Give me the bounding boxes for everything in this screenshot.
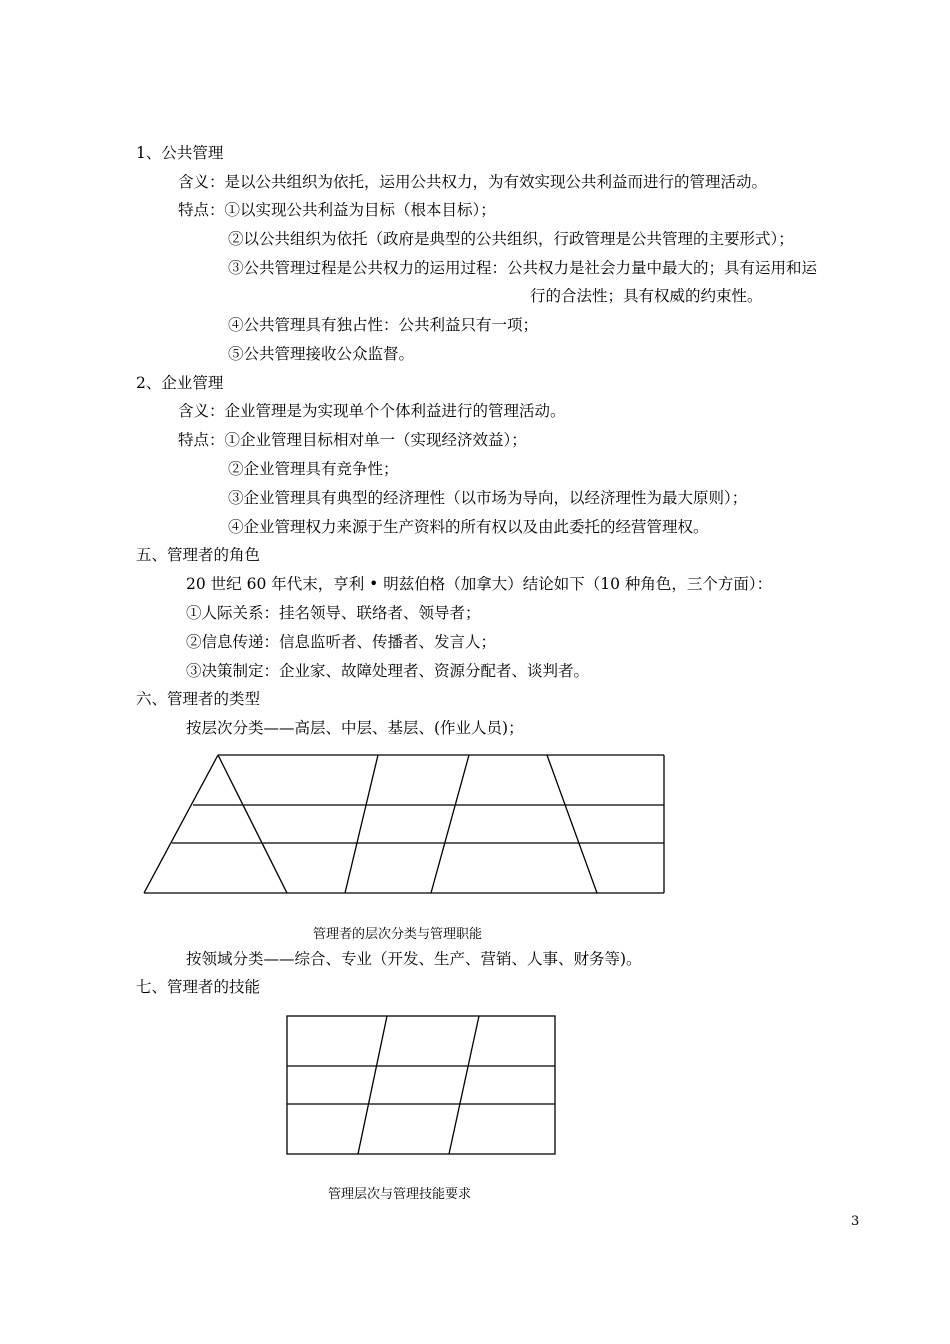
manager-role-interpersonal: ①人际关系：挂名领导、联络者、领导者； — [186, 604, 481, 622]
section-heading-manager-skills: 七、管理者的技能 — [136, 978, 261, 996]
enterprise-management-definition: 含义：企业管理是为实现单个个体利益进行的管理活动。 — [178, 402, 566, 420]
public-management-feature-1: 特点：①以实现公共利益为目标（根本目标）； — [178, 201, 496, 219]
public-management-feature-2: ②以公共组织为依托（政府是典型的公共组织，行政管理是公共管理的主要形式）； — [228, 230, 794, 248]
manager-role-decisional: ③决策制定：企业家、故障处理者、资源分配者、谈判者。 — [186, 662, 590, 680]
section-heading-enterprise-management: 2、企业管理 — [136, 374, 224, 392]
section-heading-manager-types: 六、管理者的类型 — [136, 690, 261, 708]
enterprise-management-feature-1: 特点：①企业管理目标相对单一（实现经济效益）； — [178, 431, 527, 449]
public-management-feature-4: ④公共管理具有独占性：公共利益只有一项； — [228, 316, 539, 334]
figure-caption-manager-levels: 管理者的层次分类与管理职能 — [313, 927, 483, 942]
figure-line — [358, 1016, 387, 1154]
enterprise-management-feature-4: ④企业管理权力来源于生产资料的所有权以及由此委托的经营管理权。 — [228, 518, 709, 536]
page-number: 3 — [851, 1214, 860, 1229]
manager-types-by-level: 按层次分类——高层、中层、基层、(作业人员)； — [186, 719, 524, 737]
enterprise-management-feature-2: ②企业管理具有竞争性； — [228, 460, 399, 478]
section-heading-public-management: 1、公共管理 — [136, 144, 224, 162]
section-heading-manager-roles: 五、管理者的角色 — [136, 546, 261, 564]
figure-caption-manager-skills: 管理层次与管理技能要求 — [328, 1187, 472, 1202]
manager-role-informational: ②信息传递：信息监听者、传播者、发言人； — [186, 633, 497, 651]
public-management-feature-5: ⑤公共管理接收公众监督。 — [228, 345, 415, 363]
public-management-feature-3-continued: 行的合法性；具有权威的约束性。 — [530, 287, 763, 305]
manager-roles-intro: 20 世纪 60 年代末，亨利 • 明兹伯格（加拿大）结论如下（10 种角色，三个方面）： — [186, 575, 773, 593]
manager-types-by-field: 按领域分类——综合、专业（开发、生产、营销、人事、财务等)。 — [186, 950, 642, 968]
public-management-feature-3: ③公共管理过程是公共权力的运用过程：公共权力是社会力量中最大的；具有运用和运 — [228, 259, 818, 277]
enterprise-management-feature-3: ③企业管理具有典型的经济理性（以市场为导向，以经济理性为最大原则）； — [228, 489, 748, 507]
figure-frame — [287, 1016, 555, 1154]
public-management-definition: 含义：是以公共组织为依托，运用公共权力，为有效实现公共利益而进行的管理活动。 — [178, 173, 768, 191]
figure-line — [449, 1016, 479, 1154]
